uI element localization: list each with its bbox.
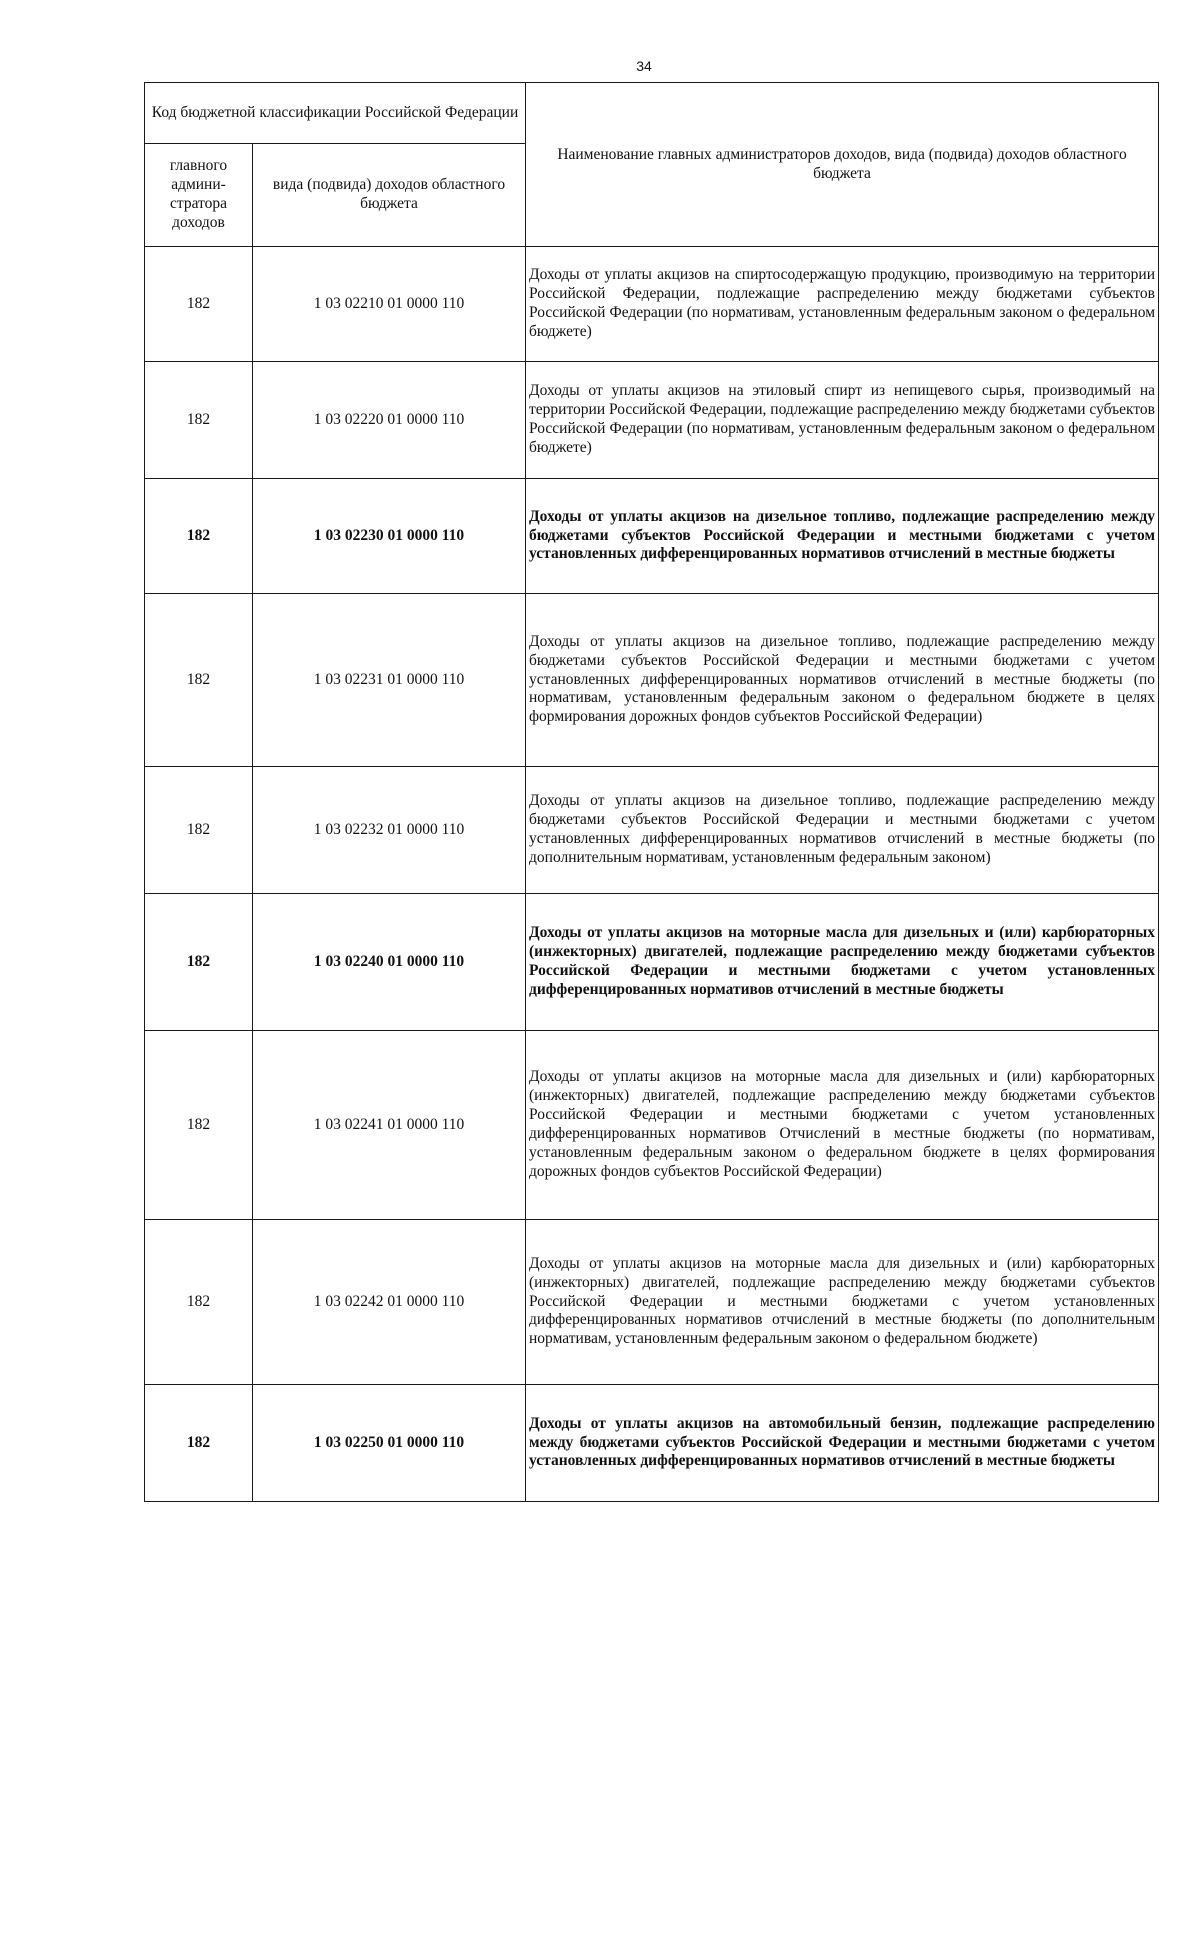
income-description-cell: Доходы от уплаты акцизов на моторные масла для дизельных и (или) карбюраторных (инжекторных) двигателей, подлежащие распределению между бюджетами субъектов Российской Федерации и местными бюджетами с учетом установленных дифференцированных нормативов отчислений в местные бюджеты (по дополнительным нормативам, установленным федеральным законом о федеральном бюджете) — [526, 1220, 1159, 1385]
income-code-cell: 1 03 02230 01 0000 110 — [253, 479, 526, 594]
admin-code-cell: 182 — [145, 1220, 253, 1385]
income-code-cell: 1 03 02220 01 0000 110 — [253, 362, 526, 479]
table-row — [145, 894, 1159, 1031]
income-code-cell: 1 03 02250 01 0000 110 — [253, 1385, 526, 1502]
income-code-cell: 1 03 02242 01 0000 110 — [253, 1220, 526, 1385]
table-row — [145, 362, 1159, 479]
income-description-cell: Доходы от уплаты акцизов на дизельное топливо, подлежащие распределению между бюджетами субъектов Российской Федерации и местными бюджетами с учетом установленных дифференцированных нормативов отчислений в местные бюджеты (по нормативам, установленным федеральным законом о федеральном бюджете в целях формирования дорожных фондов субъектов Российской Федерации) — [526, 594, 1159, 767]
income-description-cell: Доходы от уплаты акцизов на этиловый спирт из непищевого сырья, производимый на территории Российской Федерации, подлежащие распределению между бюджетами субъектов Российской Федерации (по нормативам, установленным федеральным законом о федеральном бюджете) — [526, 362, 1159, 479]
budget-classification-table — [144, 82, 1159, 1502]
income-description-cell: Доходы от уплаты акцизов на спиртосодержащую продукцию, производимую на территории Российской Федерации, подлежащие распределению между бюджетами субъектов Российской Федерации (по нормативам, установленным федеральным законом о федеральном бюджете) — [526, 247, 1159, 362]
admin-code-cell: 182 — [145, 894, 253, 1031]
header-name: Наименование главных администраторов доходов, вида (подвида) доходов областного бюджета — [526, 83, 1159, 247]
table-row — [145, 479, 1159, 594]
admin-code-cell: 182 — [145, 362, 253, 479]
income-description-cell: Доходы от уплаты акцизов на дизельное топливо, подлежащие распределению между бюджетами субъектов Российской Федерации и местными бюджетами с учетом установленных дифференцированных нормативов отчислений в местные бюджеты — [526, 479, 1159, 594]
income-code-cell: 1 03 02210 01 0000 110 — [253, 247, 526, 362]
income-code-cell: 1 03 02241 01 0000 110 — [253, 1031, 526, 1220]
table-header-row — [145, 83, 1159, 144]
admin-code-cell: 182 — [145, 479, 253, 594]
income-code-cell: 1 03 02231 01 0000 110 — [253, 594, 526, 767]
header-code-group: Код бюджетной классификации Российской Федерации — [145, 83, 526, 144]
income-description-cell: Доходы от уплаты акцизов на дизельное топливо, подлежащие распределению между бюджетами субъектов Российской Федерации и местными бюджетами с учетом установленных дифференцированных нормативов отчислений в местные бюджеты (по дополнительным нормативам, установленным федеральным законом) — [526, 767, 1159, 894]
income-code-cell: 1 03 02240 01 0000 110 — [253, 894, 526, 1031]
table-row — [145, 1385, 1159, 1502]
admin-code-cell: 182 — [145, 1385, 253, 1502]
table-row — [145, 1220, 1159, 1385]
header-kind: вида (подвида) доходов областного бюджета — [253, 144, 526, 247]
page-number: 34 — [636, 58, 652, 74]
income-description-cell: Доходы от уплаты акцизов на автомобильный бензин, подлежащие распределению между бюджетами субъектов Российской Федерации и местными бюджетами с учетом установленных дифференцированных нормативов отчислений в местные бюджеты — [526, 1385, 1159, 1502]
admin-code-cell: 182 — [145, 594, 253, 767]
table-row — [145, 247, 1159, 362]
income-description-cell: Доходы от уплаты акцизов на моторные масла для дизельных и (или) карбюраторных (инжекторных) двигателей, подлежащие распределению между бюджетами субъектов Российской Федерации и местными бюджетами с учетом установленных дифференцированных нормативов отчислений в местные бюджеты — [526, 894, 1159, 1031]
table-row — [145, 1031, 1159, 1220]
admin-code-cell: 182 — [145, 767, 253, 894]
header-admin: главного админи-стратора доходов — [145, 144, 253, 247]
income-code-cell: 1 03 02232 01 0000 110 — [253, 767, 526, 894]
admin-code-cell: 182 — [145, 1031, 253, 1220]
admin-code-cell: 182 — [145, 247, 253, 362]
table-row — [145, 594, 1159, 767]
table-row — [145, 767, 1159, 894]
income-description-cell: Доходы от уплаты акцизов на моторные масла для дизельных и (или) карбюраторных (инжекторных) двигателей, подлежащие распределению между бюджетами субъектов Российской Федерации и местными бюджетами с учетом установленных дифференцированных нормативов Отчислений в местные бюджеты (по нормативам, установленным федеральным законом о федеральном бюджете в целях формирования дорожных фондов субъектов Российской Федерации) — [526, 1031, 1159, 1220]
